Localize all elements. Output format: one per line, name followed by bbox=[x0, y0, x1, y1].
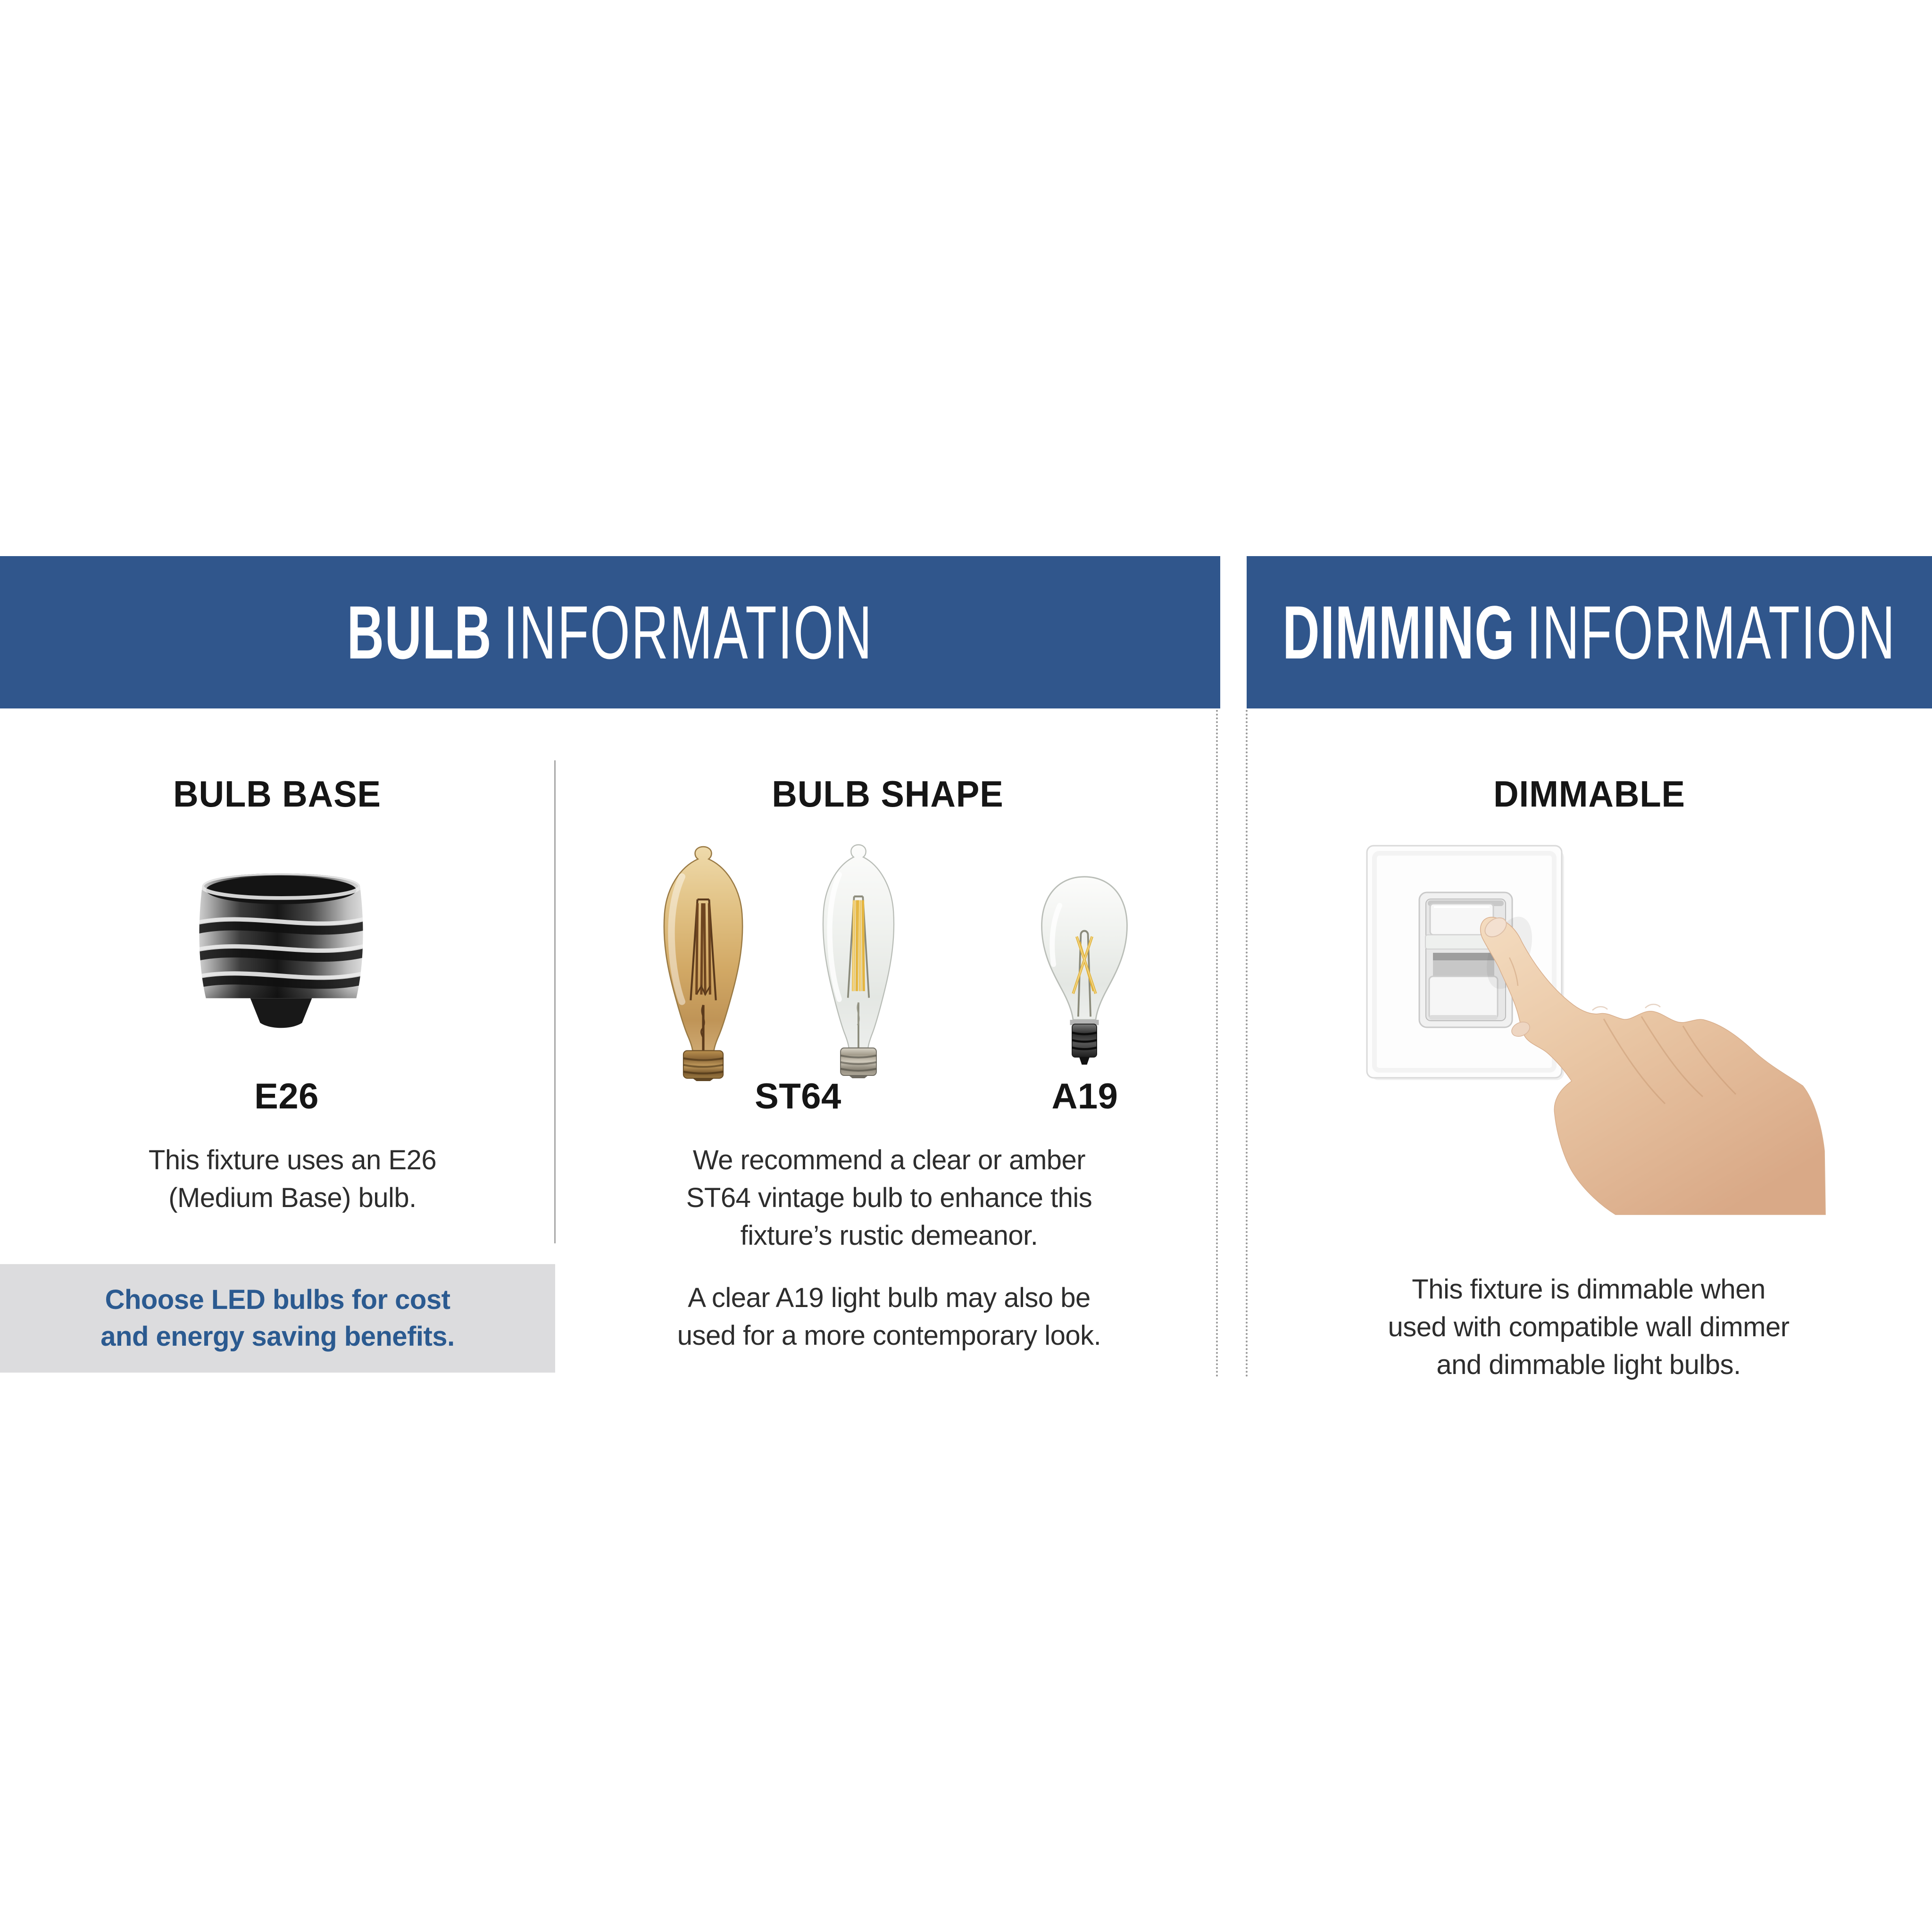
dimmable-description-line: This fixture is dimmable when bbox=[1412, 1274, 1765, 1305]
e26-screw-base-image bbox=[189, 868, 374, 1040]
dimmable-description bbox=[1270, 1271, 1907, 1384]
bulb-shape-recommendation-line: ST64 vintage bulb to enhance this bbox=[686, 1183, 1092, 1213]
st64-amber-bulb-image bbox=[650, 843, 757, 1081]
dimming-information-title bbox=[1282, 589, 1896, 676]
dimming-information-title-emphasis: DIMMING bbox=[1282, 590, 1516, 675]
bulb-shape-alternative-line: A clear A19 light bulb may also be bbox=[688, 1282, 1091, 1313]
wall-dimmer-and-hand-image bbox=[1358, 840, 1840, 1226]
bulb-information-header-bar bbox=[0, 556, 1220, 708]
led-bulbs-note bbox=[0, 1264, 555, 1373]
bulb-base-description-line: This fixture uses an E26 bbox=[148, 1145, 437, 1175]
bulb-information-title-emphasis: BULB bbox=[347, 590, 492, 675]
bulb-shape-alternative-line: used for a more contemporary look. bbox=[677, 1320, 1101, 1351]
dimmer-paddle-button bbox=[1429, 976, 1498, 1019]
bulb-shape-alternative bbox=[585, 1279, 1193, 1355]
dimmable-description-line: and dimmable light bulbs. bbox=[1436, 1349, 1741, 1380]
bulb-shape-recommendation-line: fixture’s rustic demeanor. bbox=[740, 1220, 1038, 1251]
dimmable-description-line: used with compatible wall dimmer bbox=[1388, 1312, 1790, 1342]
bulb-shape-recommendation-line: We recommend a clear or amber bbox=[692, 1145, 1086, 1175]
dimming-information-title-rest: INFORMATION bbox=[1526, 590, 1896, 675]
led-bulbs-note-line: Choose LED bulbs for cost bbox=[105, 1284, 450, 1315]
bulb-shape-heading: BULB SHAPE bbox=[772, 773, 1004, 815]
bulb-information-title bbox=[347, 589, 873, 676]
st64-label: ST64 bbox=[755, 1076, 841, 1116]
dimmable-heading: DIMMABLE bbox=[1493, 773, 1685, 815]
section-dotted-divider-left bbox=[1216, 710, 1218, 1377]
led-bulbs-note-line: and energy saving benefits. bbox=[100, 1321, 455, 1352]
a19-clear-bulb-image bbox=[1033, 874, 1136, 1076]
bulb-base-description bbox=[33, 1141, 552, 1217]
a19-label: A19 bbox=[1051, 1076, 1118, 1116]
bulb-information-title-rest: INFORMATION bbox=[503, 590, 874, 675]
bulb-shape-recommendation bbox=[585, 1141, 1193, 1255]
bulb-base-heading: BULB BASE bbox=[173, 773, 381, 815]
dimming-information-header-bar bbox=[1247, 556, 1932, 708]
bulb-base-description-line: (Medium Base) bulb. bbox=[168, 1183, 416, 1213]
section-dotted-divider-right bbox=[1246, 710, 1248, 1377]
st64-clear-bulb-image bbox=[810, 841, 907, 1078]
e26-label: E26 bbox=[254, 1076, 319, 1116]
column-divider-line bbox=[554, 760, 556, 1243]
e26-contact-tip bbox=[250, 998, 312, 1028]
